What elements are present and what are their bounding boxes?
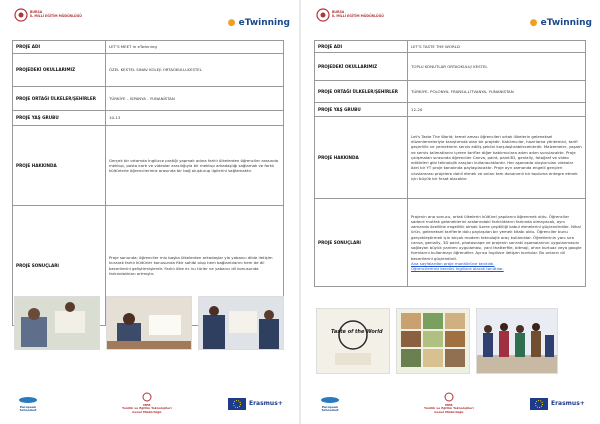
- left-page: [0, 0, 298, 424]
- results-text: Projenin ana sonucu, ortak ülkelerin kültürel yapılarını öğrenmek oldu. Öğrenciler sadece mutfak geleneklerini aralarındaki farklılıkların farkında olmayacak, aynı zamanda özellikle engellilik olmak üzere çeşitliliği kabul etmelerini güçlendirdiler. Nihai ürün, geleneksel tariflerle dolu paylaşılan bir yemek kitabı oldu. Öğrenciler bunu gerçekleştirmek için birçok modern teknolojik araç kullandılar. Öğretlerinin yanı sıra canva, genially, 3D paint, photoscape ve projenin sonraki aşamalarının uygulanmasını sağlayan büyük yardımı uygulaması, yani thatterfile, bitmoji, ohne kurtuaz veya google formlarını kullanmayı öğrendiler. Ayrıca İngilizce iletişim kurdular. Bu onların dil becerilerini güçlendirdi.: [411, 213, 582, 261]
- project-info-table: [12, 40, 284, 326]
- photo-classroom-1: [14, 296, 100, 350]
- row-key: PROJEDEKİ OKULLARIMIZ: [315, 53, 408, 81]
- row-value: TOPLU KONUTLAR ORTAOKULU/ KESTEL: [408, 53, 586, 81]
- table-row: [13, 111, 284, 126]
- photo-caption: Taste of the World: [331, 329, 383, 335]
- etwinning-logo: ● eTwinning: [529, 18, 592, 28]
- schoolnet-icon: [18, 396, 38, 404]
- eu-flag-icon: [530, 398, 548, 410]
- photo-strip: [14, 296, 284, 350]
- table-row: [13, 126, 284, 206]
- european-schoolnet-logo: European Schoolnet: [18, 396, 38, 413]
- right-page: [302, 0, 600, 424]
- row-key: PROJE ORTAĞI ÜLKELER/ŞEHİRLER: [13, 87, 106, 111]
- row-value: ÖZEL KESTEL SINAV KOLEJİ ORTAOKULU-KESTEL: [106, 54, 284, 87]
- project-info-table: [314, 40, 586, 287]
- row-value: Let's Taste The World; temel amacı öğrencileri ortak ülkelerin geleneksel düzenlemeleriyle tanıştırmak olan bir projedir. Katılımcılar, hazırlama yöntemini, tarifi geçerlilik ve yemeklerin servis ediliş şeklini karşılaştırabileceklerdir. Malzemeler, yaşam ve servis talimatlarını içeren tarifler diğer katılımcılara adım adım sunulacaktır. Proje çalışmaları sırasında öğrenciler Canva, paint, paint3D, genially, fotoğraf ve video editörleri gibi teknolojik araçları kullanacaklardır. Her aşamada oluşturulan videolar özel bir YT proje kanalında paylaşılacaktır. Proje ayrı zamanda engelli gençleri uluslararası projelere dahil etmek ve onları tam donanımlı bir topluma entegre etmek için büyük bir fırsat olacaktır.: [408, 117, 586, 199]
- photo-classroom-3: [198, 296, 284, 350]
- row-key: PROJEDEKİ OKULLARIMIZ: [13, 54, 106, 87]
- photo-students-group: [476, 308, 558, 374]
- row-value: [408, 199, 586, 287]
- meb-logo-icon: [316, 8, 330, 22]
- ministry-text: BURSA İL MİLLİ EĞİTİM MÜDÜRLÜĞÜ: [332, 10, 384, 18]
- yegitek-logo: MEB Yenilik ve Eğitim Teknolojileri Genel Müdürlüğü: [122, 392, 172, 414]
- row-value: LET'S TASTE THE WORLD: [408, 41, 586, 53]
- row-key: PROJE HAKKINDA: [315, 117, 408, 199]
- photo-strip: [316, 308, 558, 374]
- table-row: [315, 103, 586, 117]
- photo-classroom-2: [106, 296, 192, 350]
- row-key: PROJE ADI: [13, 41, 106, 54]
- meb-emblem-icon: [444, 392, 454, 402]
- page-footer: [312, 392, 590, 418]
- row-key: PROJE HAKKINDA: [13, 126, 106, 206]
- row-key: PROJE YAŞ GRUBU: [315, 103, 408, 117]
- page-footer: [10, 392, 288, 418]
- result-link-1[interactable]: Ana sayfalardan proje monitörüne tanıtıldı.: [411, 260, 495, 266]
- erasmus-logo: Erasmus+: [228, 398, 283, 410]
- row-key: PROJE YAŞ GRUBU: [13, 111, 106, 126]
- european-schoolnet-logo: European Schoolnet: [320, 396, 340, 413]
- row-value: TÜRKİYE – İSPANYA - YUNANİSTAN: [106, 87, 284, 111]
- row-value: 12-20: [408, 103, 586, 117]
- row-value: TÜRKİYE- POLONYA- FRANSA-LİTVANYA- YUNANİSTAN: [408, 81, 586, 103]
- table-row: [315, 117, 586, 199]
- table-row: [13, 87, 284, 111]
- table-row: [315, 81, 586, 103]
- table-row: [315, 199, 586, 287]
- row-key: PROJE ADI: [315, 41, 408, 53]
- result-link-2[interactable]: Öğrencilerimiz kendini İngilizce olarak tanıttılar.: [411, 265, 504, 271]
- meb-emblem-icon: [142, 392, 152, 402]
- table-row: [13, 41, 284, 54]
- eu-flag-icon: [228, 398, 246, 410]
- row-key: PROJE ORTAĞI ÜLKELER/ŞEHİRLER: [315, 81, 408, 103]
- yegitek-logo: MEB Yenilik ve Eğitim Teknolojileri Genel Müdürlüğü: [424, 392, 474, 414]
- row-key: PROJE SONUÇLARI: [13, 206, 106, 326]
- etwinning-logo: ● eTwinning: [227, 18, 290, 28]
- row-value: Gerçek bir ortamda İngilizce pratiği yapmak adına farklı ülkelerden öğrenciler arasında mektup, posta kartı ve videolar aracılığıyla bir mektup arkadaşlığı sağlamak ve farklı kültürlerle öğrencilerimiz arasında bir bağ oluşturup ilgilerini sağlamaktır.: [106, 126, 284, 206]
- photo-recipe-poster: [316, 308, 390, 374]
- row-value: LET'S MEET in eTwinning: [106, 41, 284, 54]
- ministry-text: BURSA İL MİLLİ EĞİTİM MÜDÜRLÜĞÜ: [30, 10, 82, 18]
- photo-collage: [396, 308, 470, 374]
- table-row: [315, 41, 586, 53]
- table-row: [13, 54, 284, 87]
- schoolnet-icon: [320, 396, 340, 404]
- table-row: [315, 53, 586, 81]
- page-divider: [299, 0, 301, 424]
- page-header: [310, 6, 592, 36]
- row-value: Proje sonunda; öğrenciler mix başka ülkelerden arkadaşlar yla yabancı dilde iletişim kurarak farklı kültürler konusunda fikir sahibi olup hem bağlantılarını hem de dil becerilerini geliştirmişlerdir. Farklı ülke er. ku türler ve yabancı dil konusunda farkındalıkları artmıştır.: [106, 206, 284, 326]
- meb-logo-icon: [14, 8, 28, 22]
- row-value: 10-13: [106, 111, 284, 126]
- erasmus-logo: Erasmus+: [530, 398, 585, 410]
- page-header: [8, 6, 290, 36]
- row-key: PROJE SONUÇLARI: [315, 199, 408, 287]
